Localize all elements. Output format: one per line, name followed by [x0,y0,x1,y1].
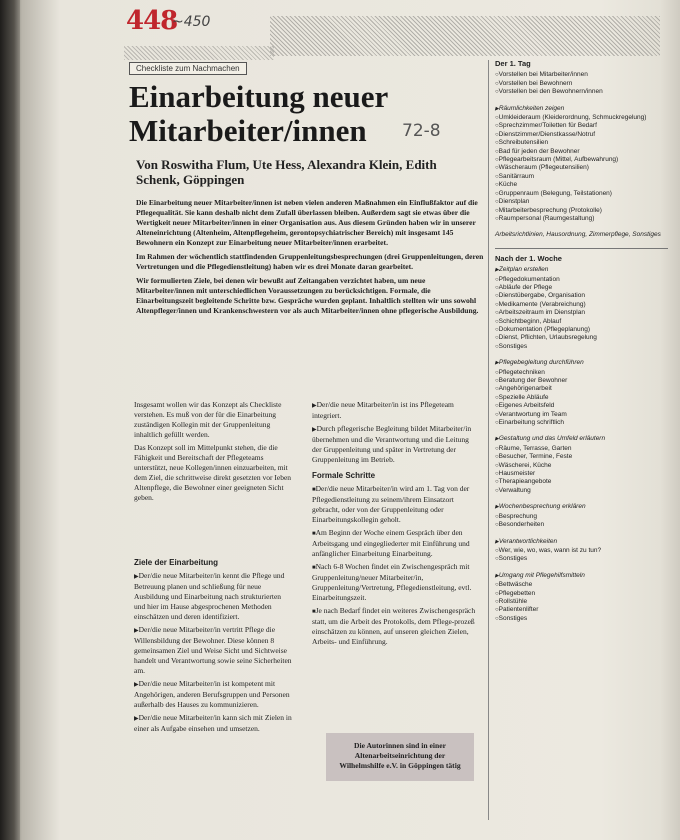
checklist-item: ○ Räume, Terrasse, Garten [495,445,668,453]
checklist-section [495,105,668,224]
header-hatch-pattern [270,16,660,56]
checklist-section-title: ▶ Räumlichkeiten zeigen [495,105,668,113]
checklist-section-title: ▶ Zeitplan erstellen [495,266,668,274]
checklist-item: ○ Pflegebetten [495,590,668,598]
page-number: 448 [126,6,178,36]
checklist-item: ○ Bad für jeden der Bewohner [495,148,668,156]
checklist-item: ○ Vorstellen bei den Bewohnern/innen [495,88,668,96]
checklist-section [495,435,668,495]
checklist-item: ○ Sanitärraum [495,173,668,181]
checklist-item: ○ Vorstellen bei Mitarbeiter/innen [495,71,668,79]
checklist-item: ○ Dienstzimmer/Dienstkasse/Notruf [495,131,668,139]
checklist-item: ○ Eigenes Arbeitsfeld [495,402,668,410]
intro-paragraph: Die Einarbeitung neuer Mitarbeiter/innen ist neben vielen anderen Maßnahmen ein Einflußfaktor auf die Pflegequalität. Sie kann deshalb nicht dem Zufall überlassen bleiben. Außerdem sagt sie etwas über die Wertigkeit neuer Mitarbeiter/innen in einer Organisation aus. Aus diesem Gründen haben wir in unserer Alteneinrichtung (Altenheim, Altenpflegeheim, gerontopsychiatrischer Bereich) mit insgesamt 145 Bewohnern ein Konzept zur Einarbeitung neuer Mitarbeiter/innen erarbeitet. [136,198,478,247]
checklist-section-title: ▶ Wochenbesprechung erklären [495,503,668,511]
checklist-note: Arbeitsrichtlinien, Hausordnung, Zimmerpflege, Sonstiges [495,231,661,239]
goal-item: ▶ Durch pflegerische Begleitung bildet Mitarbeiter/in übernehmen und die Verantwortung und die Leitung der Gruppenleitung und später in Vertretung der Gruppenleitung im Betrieb. [312,424,480,465]
goal-item: ▶ Der/die neue Mitarbeiter/in ist kompetent mit Angehörigen, anderen Berufsgruppen und Personen außerhalb des Hauses zu kommunizieren. [134,679,294,710]
section-kicker: Checkliste zum Nachmachen [129,62,247,75]
step-item: ■ Nach 6-8 Wochen findet ein Zwischengespräch mit Gruppenleitung/neuer Mitarbeiter/in, Gruppenleitung/Vertretung, Pflegedienstleitung, evtl. Einarbeitungszeit. [312,562,480,603]
step-item: ■ Am Beginn der Woche einem Gespräch über den Arbeitsgang und eingegliederter mit Einführung und anfänglicher Einarbeitung Einarbeitung. [312,528,480,559]
article-intro [136,198,484,320]
checklist-item: ○ Wer, wie, wo, was, wann ist zu tun? [495,547,668,555]
goal-item: ▶ Der/die neue Mitarbeiter/in vertritt Pflege die Willensbildung der Bewohner. Diese können 8 gemeinsamen Ziel und Weise Sicht und Sichtweise handelt und Verantwortung sowie seine Sicherheiten am. [134,625,294,676]
checklist-item: ○ Besucher, Termine, Feste [495,453,668,461]
checklist-sidebar [488,60,668,820]
checklist-item: ○ Dienstplan [495,198,668,206]
checklist-item: ○ Angehörigenarbeit [495,385,668,393]
checklist-item: ○ Vorstellen bei Bewohnern [495,80,668,88]
checklist-section-title: ▶ Gestaltung und das Umfeld erläutern [495,435,668,443]
step-item: ■ Je nach Bedarf findet ein weiteres Zwischengespräch statt, um die Arbeit des Protokolls, dem Pflege-prozeß einschätzen zu können, auf unseren gleichen Zielen, Arbeits- und Einführung. [312,606,480,647]
article-column-right [312,400,480,650]
author-info-box: Die Autorinnen sind in einer Altenarbeitseinrichtung der Wilhelmshilfe e.V. in Göppingen tätig [326,733,474,781]
checklist-item: ○ Sonstiges [495,615,668,623]
checklist-item: ○ Umkleideraum (Kleiderordnung, Schmuckregelung) [495,114,668,122]
article-column-left [134,400,294,737]
checklist-item: ○ Spezielle Abläufe [495,394,668,402]
checklist-item: ○ Schreibutensilien [495,139,668,147]
checklist-item: ○ Gruppenraum (Belegung, Teilstationen) [495,190,668,198]
checklist-section [495,572,668,623]
section-heading-goals: Ziele der Einarbeitung [134,558,219,567]
checklist-item: ○ Patientenlifter [495,606,668,614]
checklist-item: ○ Sonstiges [495,555,668,563]
checklist-item: ○ Mitarbeiterbesprechung (Protokolle) [495,207,668,215]
checklist-section [495,503,668,529]
kicker-hatch-pattern [124,46,274,60]
body-paragraph: Insgesamt wollen wir das Konzept als Checkliste verstehen. Es muß von der für die Einarbeitung zuständigen Kollegin mit der Gruppenleitung inhaltlich gefüllt werden. [134,400,282,439]
checklist-item: ○ Verantwortung im Team [495,411,668,419]
checklist-item: ○ Küche [495,181,668,189]
checklist-section-title: ▶ Umgang mit Pflegehilfsmitteln [495,572,668,580]
checklist-item: ○ Schichtbeginn, Ablauf [495,318,668,326]
article-authors: Von Roswitha Flum, Ute Hess, Alexandra Klein, Edith Schenk, Göppingen [136,157,437,187]
checklist-item: ○ Pflegetechniken [495,369,668,377]
goal-item: ▶ Der/die neue Mitarbeiter/in kennt die Pflege und Betreuung planen und schließung für neue Ausbildung und Einarbeitung nach strukturierten und hier im Hause abgesprochenen Methoden einschätzen und deren identifiziert. [134,571,294,622]
divider [495,248,668,249]
checklist-item: ○ Dienstübergabe, Organisation [495,292,668,300]
checklist-item: ○ Pflegedokumentation [495,276,668,284]
checklist-section [495,359,668,427]
checklist-section-title: ▶ Pflegebegleitung durchführen [495,359,668,367]
section-heading-formal-steps: Formale Schritte [312,471,376,480]
handwritten-top-note: ~450 [172,14,211,30]
checklist-item: ○ Arbeitszeitraum im Dienstplan [495,309,668,317]
body-paragraph: Das Konzept soll im Mittelpunkt stehen, die die Fähigkeit und Bereitschaft der Pflegeteams unterstützt, neue Kollegen/innen einzuarbeiten, mit dem Ziel, die schrittweise direkt gesetzten vor Ieben Altenpflege, die Bewohner einer geeigneten Sicht geben. [134,443,292,502]
checklist-week1-heading: Nach der 1. Woche [495,253,562,263]
checklist-item: ○ Wäscherei, Küche [495,462,668,470]
page-gutter-shadow [0,0,20,840]
checklist-item: ○ Therapieangebote [495,478,668,486]
checklist-section [495,266,668,351]
intro-paragraph: Im Rahmen der wöchentlich stattfindenden Gruppenleitungsbesprechungen (drei Gruppenleitungen, deren Vertretungen und die Pflegedienstleitung) haben wir es drei Monate daran gearbeitet. [136,252,484,271]
checklist-item: ○ Medikamente (Verabreichung) [495,301,668,309]
goal-item: ▶ Der/die neue Mitarbeiter/in kann sich mit Zielen in einer als Aufgabe einsehen und umsetzen. [134,713,294,734]
checklist-section-title: ▶ Verantwortlichkeiten [495,538,668,546]
intro-paragraph: Wir formulierten Ziele, bei denen wir bewußt auf Zeitangaben verzichtet haben, um neue Mitarbeiter/innen mit unterschiedlichen Voraussetzungen zu berücksichtigen. Formale, die Einarbeitungszeit begleitende Schritte bzw. Gespräche wurden geplant. Inhaltlich stellten wir uns sowohl Altenpfleger/innen und Krankenschwestern vor als auch Mitarbeiter/innen ohne pflegerische Ausbildung. [136,276,479,315]
checklist-section [495,538,668,564]
checklist-section [495,71,668,96]
handwritten-note: 72-8 [402,121,441,141]
checklist-item: ○ Sonstiges [495,343,668,351]
checklist-item: ○ Dienst, Pflichten, Urlaubsregelung [495,334,668,342]
checklist-item: ○ Bettwäsche [495,581,668,589]
checklist-item: ○ Hausmeister [495,470,668,478]
checklist-item: ○ Pflegearbeitsraum (Mittel, Aufbewahrung) [495,156,668,164]
checklist-item: ○ Raumpersonal (Raumgestaltung) [495,215,668,223]
step-item: ■ Der/die neue Mitarbeiter/in wird am 1. Tag von der Pflegedienstleitung zu seinem/ihrem Einsatzort gebracht, oder von der Gruppenleitung oder Einarbeitungskollegin geholt. [312,484,480,525]
checklist-item: ○ Verwaltung [495,487,668,495]
checklist-item: ○ Besonderheiten [495,521,668,529]
checklist-item: ○ Rollstühle [495,598,668,606]
checklist-item: ○ Abläufe der Pflege [495,284,668,292]
checklist-item: ○ Einarbeitung schriftlich [495,419,668,427]
article-title: Einarbeitung neuer Mitarbeiter/innen [129,79,388,148]
checklist-item: ○ Wäscheraum (Pflegeutensilien) [495,164,668,172]
checklist-day1-heading: Der 1. Tag [495,59,531,68]
checklist-item: ○ Dokumentation (Pflegeplanung) [495,326,668,334]
checklist-item: ○ Beratung der Bewohner [495,377,668,385]
checklist-item: ○ Sprechzimmer/Toiletten für Bedarf [495,122,668,130]
goal-item: ▶ Der/die neue Mitarbeiter/in ist ins Pflegeteam integriert. [312,400,480,421]
checklist-item: ○ Besprechung [495,513,668,521]
